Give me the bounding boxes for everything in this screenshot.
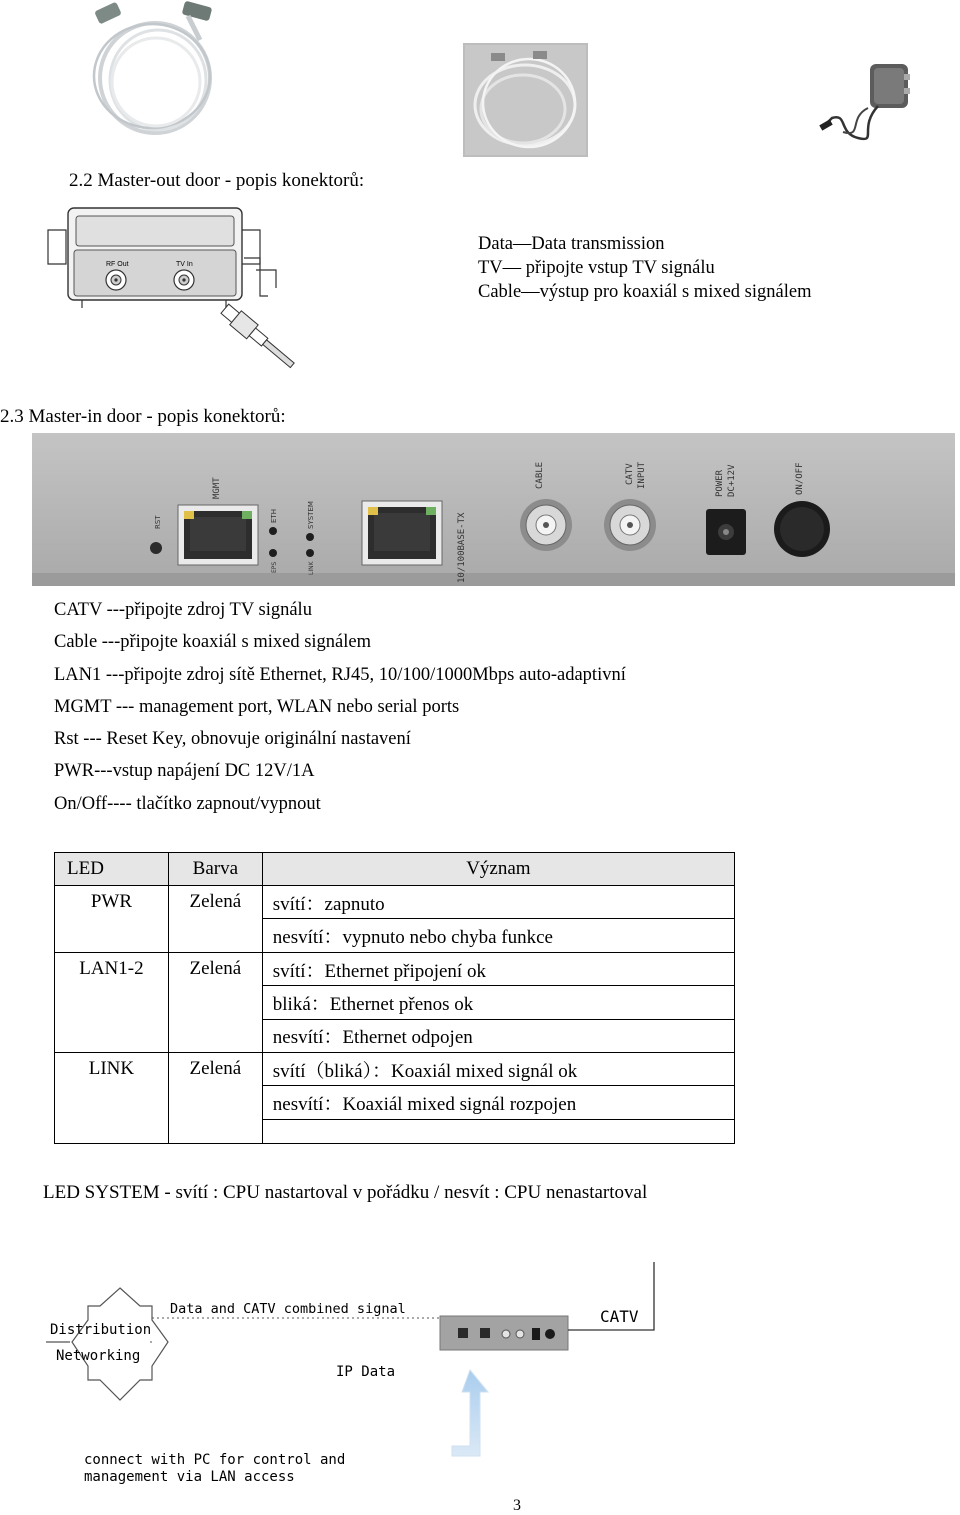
connector-lan1: LAN1 ---připojte zdroj sítě Ethernet, RJ45, 10/100/1000Mbps auto-adaptivní — [54, 664, 626, 685]
dc-label: DC+12V — [727, 464, 737, 497]
description-data: Data—Data transmission — [478, 234, 665, 254]
master-in-panel-photo — [32, 433, 955, 586]
device-thumbnail — [440, 1316, 568, 1350]
table-row — [55, 1086, 735, 1119]
connector-mgmt: MGMT --- management port, WLAN nebo serial ports — [54, 696, 460, 717]
connector-catv: CATV ---připojte zdroj TV signálu — [54, 600, 312, 620]
table-row — [55, 886, 735, 919]
rst-label: RST — [154, 515, 162, 529]
input-label: INPUT — [637, 461, 647, 489]
led-meaning: svítí（bliká）：Koaxiál mixed signál ok — [262, 1053, 734, 1086]
led-meaning: svítí：zapnuto — [262, 886, 734, 919]
table-row — [55, 1119, 735, 1143]
catv-label: CATV — [625, 463, 635, 485]
connector-list — [54, 594, 626, 820]
connector-pwr: PWR---vstup napájení DC 12V/1A — [54, 761, 315, 782]
led-meaning: nesvítí：Ethernet odpojen — [262, 1019, 734, 1052]
description-cable: Cable—výstup pro koaxiál s mixed signálem — [478, 282, 812, 302]
cable-label: CABLE — [535, 461, 545, 489]
table-row — [55, 1019, 735, 1052]
mgmt-label: MGMT — [212, 477, 222, 499]
led-meaning: bliká：Ethernet přenos ok — [262, 986, 734, 1019]
reset-key — [150, 542, 162, 554]
led-color: Zelená — [168, 886, 262, 919]
power-adapter-photo — [818, 58, 913, 148]
link-label: LINK — [308, 561, 315, 575]
led-name: PWR — [55, 886, 169, 919]
led-table — [54, 852, 735, 1144]
rf-out-label: RF Out — [106, 261, 129, 268]
connect-pc-line2: management via LAN access — [84, 1469, 295, 1485]
connector-rst: Rst --- Reset Key, obnovuje originální nastavení — [54, 729, 411, 750]
onoff-label: ON/OFF — [795, 462, 805, 495]
master-out-device-diagram — [46, 200, 304, 372]
distribution-label: Distribution — [50, 1322, 152, 1338]
ip-data-label: IP Data — [336, 1364, 396, 1380]
led-meaning: nesvítí：Koaxiál mixed signál rozpojen — [262, 1086, 734, 1119]
master-out-descriptions — [478, 232, 811, 304]
led-meaning — [262, 1119, 734, 1143]
table-row — [55, 919, 735, 952]
table-row — [55, 952, 735, 985]
led-name: LINK — [55, 1053, 169, 1086]
header-color: Barva — [168, 853, 262, 886]
led-color: Zelená — [168, 1053, 262, 1086]
combined-signal-label: Data and CATV combined signal — [170, 1301, 406, 1317]
connect-pc-line1: connect with PC for control and — [84, 1452, 346, 1468]
description-tv: TV— připojte vstup TV signálu — [478, 258, 715, 278]
table-row — [55, 1053, 735, 1086]
eth-label: ETH — [270, 509, 278, 523]
network-diagram — [40, 1258, 680, 1490]
section-heading-master-in: 2.3 Master-in door - popis konektorů: — [0, 406, 286, 427]
table-header-row — [55, 853, 735, 886]
eps-label: EPS — [271, 561, 278, 573]
ethernet-cable-photo — [88, 0, 223, 142]
page-number: 3 — [513, 1497, 521, 1514]
system-label: SYSTEM — [307, 501, 315, 529]
connector-onoff: On/Off---- tlačítko zapnout/vypnout — [54, 793, 321, 814]
table-row — [55, 986, 735, 1019]
connector-cable: Cable ---připojte koaxiál s mixed signálem — [54, 632, 371, 653]
led-meaning: svítí：Ethernet připojení ok — [262, 952, 734, 985]
power-label: POWER — [715, 469, 725, 497]
distribution-networking-shape — [72, 1288, 168, 1400]
catv-diagram-label: CATV — [600, 1307, 639, 1326]
led-meaning: nesvítí：vypnuto nebo chyba funkce — [262, 919, 734, 952]
tv-in-label: TV In — [176, 261, 193, 268]
section-heading-master-out: 2.2 Master-out door - popis konektorů: — [69, 170, 365, 191]
led-name: LAN1-2 — [55, 952, 169, 985]
networking-label: Networking — [56, 1348, 141, 1364]
base-tx-label: 10/100BASE-TX — [457, 512, 467, 583]
led-color: Zelená — [168, 952, 262, 985]
coax-cable-photo — [463, 43, 588, 157]
system-led-note: LED SYSTEM - svítí : CPU nastartoval v pořádku / nesvít : CPU nenastartoval — [43, 1182, 648, 1203]
lan-arrow-icon — [452, 1370, 488, 1456]
header-meaning: Význam — [262, 853, 734, 886]
header-led: LED — [55, 853, 169, 886]
